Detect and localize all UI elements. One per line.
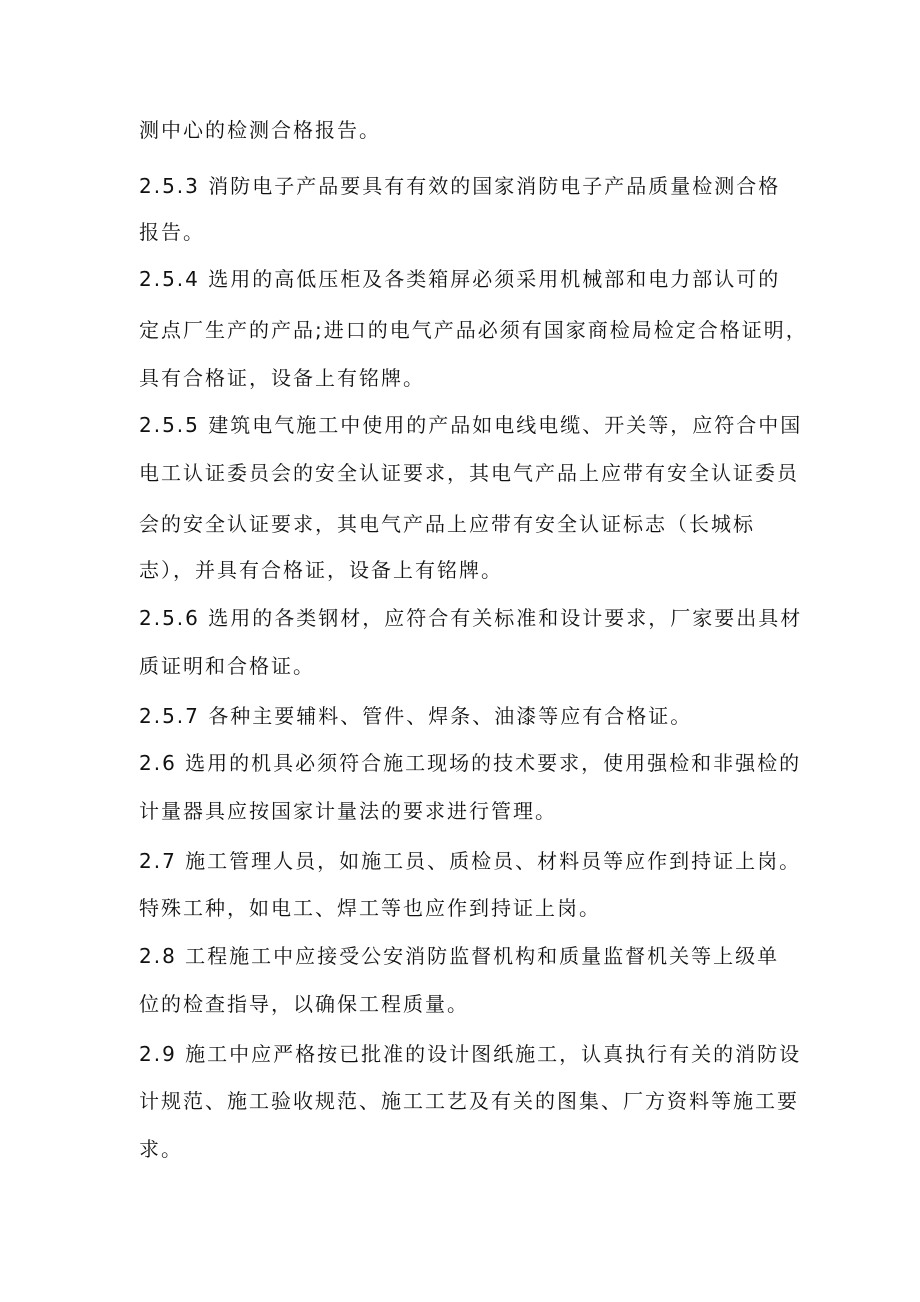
text-line: 2.5.6 选用的各类钢材，应符合有关标准和设计要求，厂家要出具材	[139, 606, 803, 630]
text-line: 测中心的检测合格报告。	[139, 118, 381, 142]
text-line: 会的安全认证要求，其电气产品上应带有安全认证标志（长城标	[139, 512, 755, 536]
text-line: 计规范、施工验收规范、施工工艺及有关的图集、厂方资料等施工要	[139, 1089, 799, 1113]
text-line: 2.5.3 消防电子产品要具有有效的国家消防电子产品质量检测合格	[139, 174, 781, 198]
text-line: 2.5.5 建筑电气施工中使用的产品如电线电缆、开关等，应符合中国	[139, 413, 803, 437]
text-line: 质证明和合格证。	[139, 654, 315, 678]
text-line: 特殊工种，如电工、焊工等也应作到持证上岗。	[139, 896, 601, 920]
text-line: 定点厂生产的产品;进口的电气产品必须有国家商检局检定合格证明，	[139, 318, 808, 342]
text-line: 2.6 选用的机具必须符合施工现场的技术要求，使用强检和非强检的	[139, 751, 802, 775]
text-line: 2.7 施工管理人员，如施工员、质检员、材料员等应作到持证上岗。	[139, 849, 802, 873]
text-line: 电工认证委员会的安全认证要求，其电气产品上应带有安全认证委员	[139, 461, 799, 485]
text-line: 志），并具有合格证，设备上有铭牌。	[139, 558, 503, 582]
text-line: 2.5.4 选用的高低压柜及各类箱屏必须采用机械部和电力部认可的	[139, 267, 781, 291]
text-line: 2.5.7 各种主要辅料、管件、焊条、油漆等应有合格证。	[139, 704, 693, 728]
text-line: 具有合格证，设备上有铭牌。	[139, 366, 425, 390]
text-line: 求。	[139, 1137, 183, 1161]
text-line: 报告。	[139, 220, 205, 244]
text-line: 2.8 工程施工中应接受公安消防监督机构和质量监督机关等上级单	[139, 944, 780, 968]
text-line: 位的检查指导，以确保工程质量。	[139, 992, 469, 1016]
text-line: 计量器具应按国家计量法的要求进行管理。	[139, 799, 557, 823]
text-line: 2.9 施工中应严格按已批准的设计图纸施工，认真执行有关的消防设	[139, 1042, 802, 1066]
